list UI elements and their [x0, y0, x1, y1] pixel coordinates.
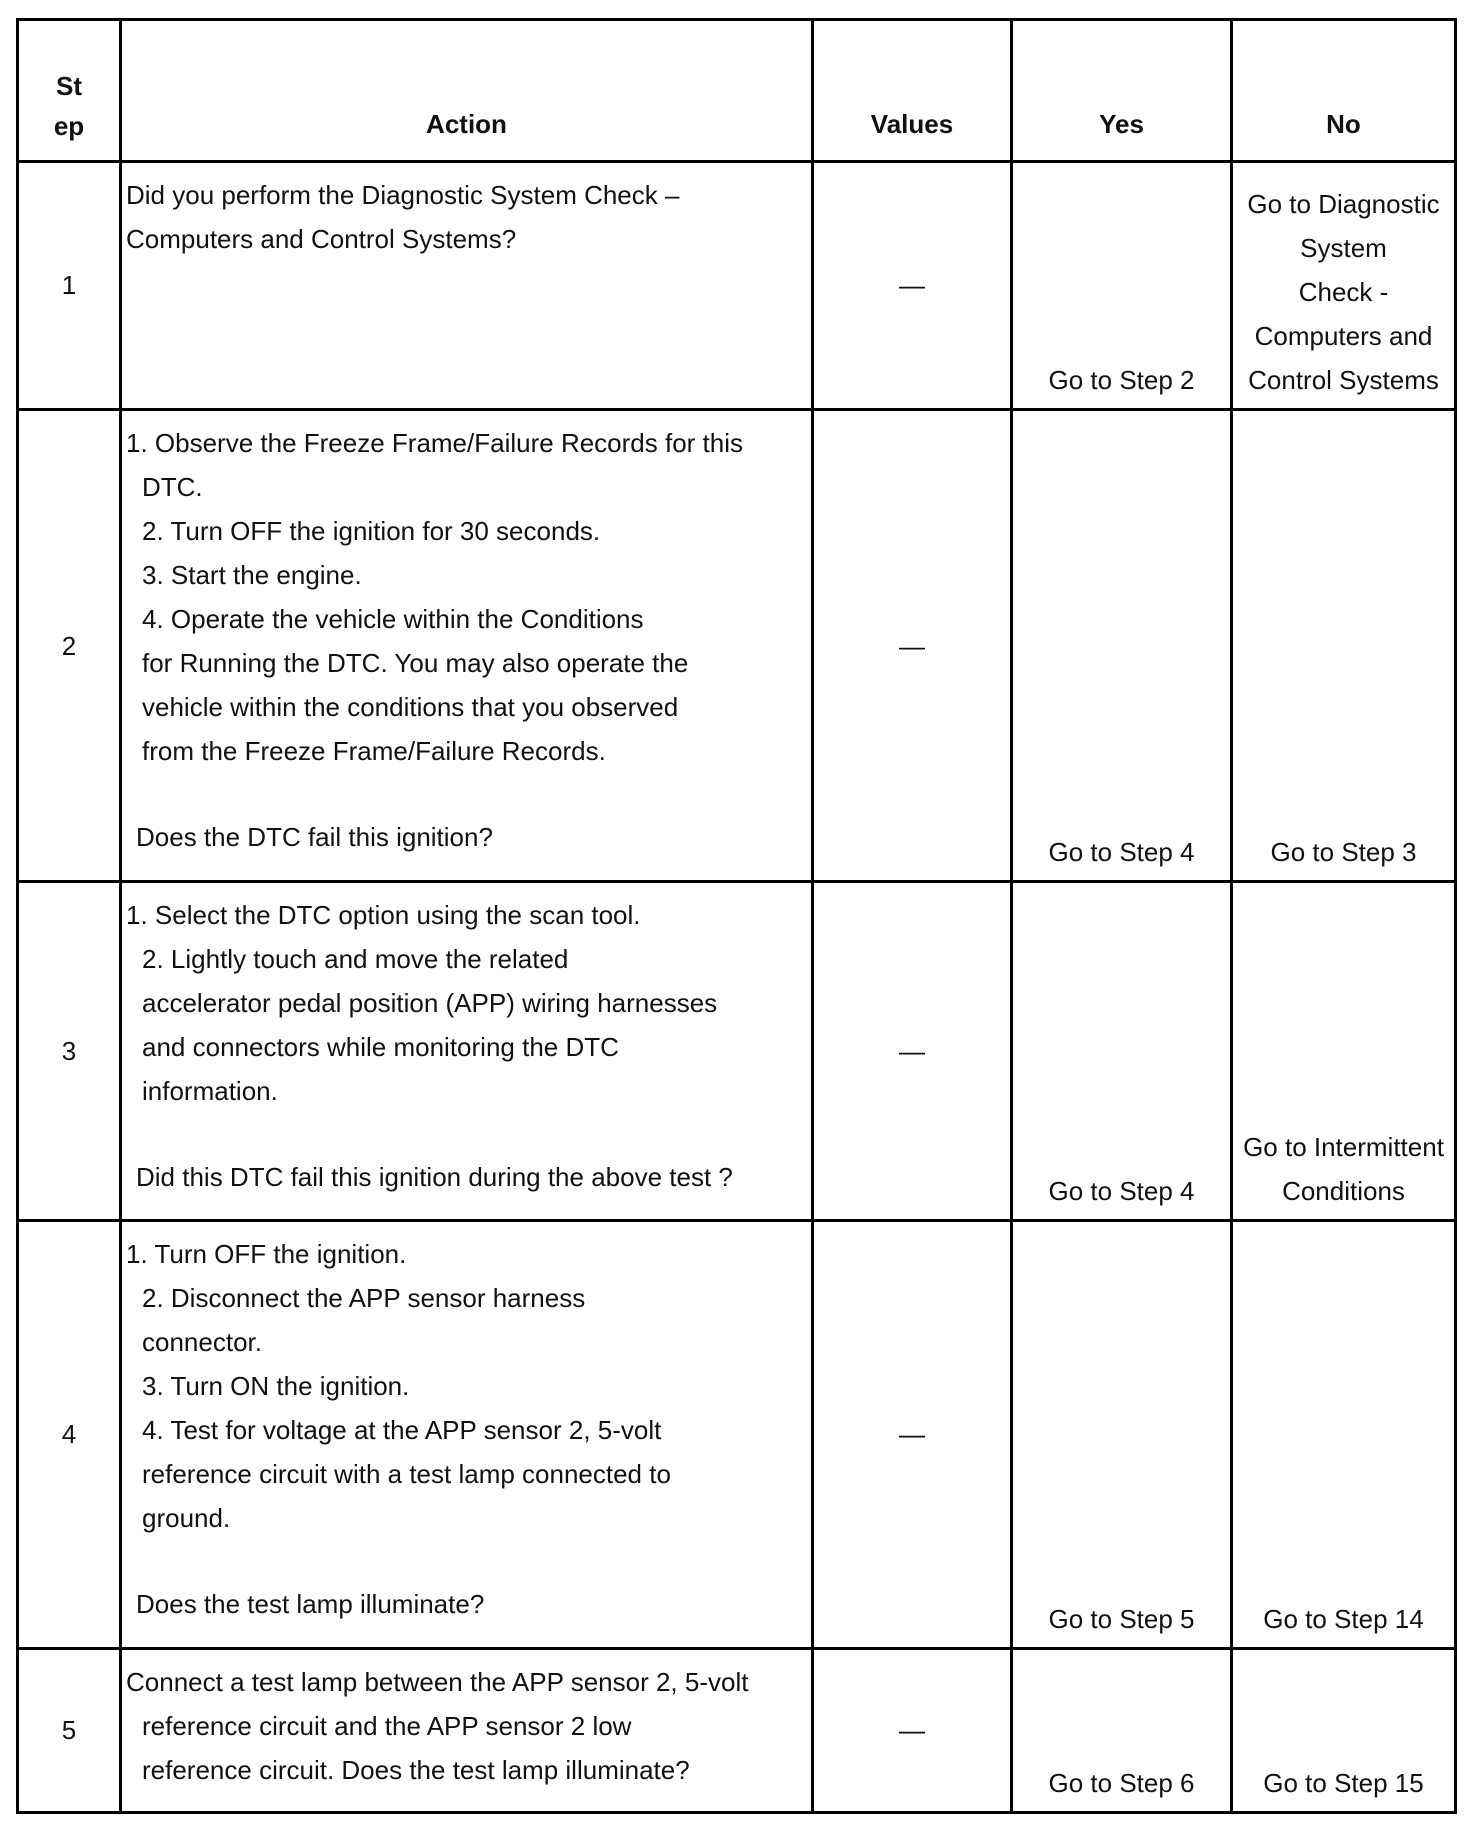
step-number: 2: [18, 409, 121, 882]
header-yes: Yes: [1012, 20, 1232, 162]
no-line: Go to Diagnostic: [1247, 188, 1440, 219]
no-cell: [1232, 882, 1456, 1221]
action-line: reference circuit and the APP sensor 2 low: [142, 1710, 632, 1741]
action-question: Did this DTC fail this ignition during the above test ?: [136, 1162, 733, 1193]
step-number: 5: [18, 1648, 121, 1812]
header-action: Action: [121, 20, 813, 162]
no-line: Go to Step 3: [1270, 837, 1417, 868]
no-cell: [1232, 1648, 1456, 1812]
action-line: accelerator pedal position (APP) wiring harnesses: [142, 988, 718, 1019]
action-line: 2. Disconnect the APP sensor harness: [142, 1282, 586, 1313]
no-line: Conditions: [1282, 1175, 1405, 1206]
action-cell: [121, 882, 813, 1221]
action-line: 4. Test for voltage at the APP sensor 2, 5-volt: [142, 1414, 662, 1445]
action-line: reference circuit. Does the test lamp illuminate?: [142, 1754, 690, 1785]
action-line: 1. Observe the Freeze Frame/Failure Records for this: [126, 427, 744, 458]
action-line: 1. Turn OFF the ignition.: [126, 1238, 407, 1269]
action-line: connector.: [142, 1326, 262, 1357]
no-cell: [1232, 1220, 1456, 1648]
no-line: System: [1300, 232, 1387, 263]
action-cell: [121, 409, 813, 882]
action-line: Computers and Control Systems?: [126, 224, 517, 255]
table-row: [18, 1648, 1456, 1812]
yes-cell: Go to Step 2: [1012, 162, 1232, 409]
step-number: 1: [18, 162, 121, 409]
diagnostic-table: [16, 18, 1457, 1814]
yes-cell: Go to Step 4: [1012, 409, 1232, 882]
yes-cell: Go to Step 6: [1012, 1648, 1232, 1812]
action-line: reference circuit with a test lamp connected to: [142, 1458, 671, 1489]
table-row: [18, 409, 1456, 882]
action-cell: [121, 162, 813, 409]
header-step-line: St: [56, 71, 82, 102]
values-cell: —: [813, 409, 1012, 882]
action-line: DTC.: [142, 471, 203, 502]
values-cell: —: [813, 1648, 1012, 1812]
no-line: Go to Intermittent: [1243, 1131, 1444, 1162]
action-line: 2. Turn OFF the ignition for 30 seconds.: [142, 515, 601, 546]
action-line: Connect a test lamp between the APP sensor 2, 5-volt: [126, 1666, 749, 1697]
no-cell: [1232, 409, 1456, 882]
table-row: [18, 162, 1456, 409]
no-line: Go to Step 15: [1263, 1768, 1424, 1798]
table-row: [18, 1220, 1456, 1648]
step-number: 4: [18, 1220, 121, 1648]
header-values: Values: [813, 20, 1012, 162]
values-cell: —: [813, 1220, 1012, 1648]
step-number: 3: [18, 882, 121, 1221]
action-line: from the Freeze Frame/Failure Records.: [142, 735, 606, 766]
action-line: vehicle within the conditions that you observed: [142, 691, 679, 722]
action-line: and connectors while monitoring the DTC: [142, 1032, 619, 1063]
action-question: Does the DTC fail this ignition?: [136, 821, 493, 852]
action-cell: [121, 1220, 813, 1648]
action-line: 4. Operate the vehicle within the Conditions: [142, 603, 644, 634]
action-cell: [121, 1648, 813, 1812]
action-line: information.: [142, 1076, 278, 1107]
values-cell: —: [813, 882, 1012, 1221]
action-line: 1. Select the DTC option using the scan tool.: [126, 900, 641, 931]
header-step: [18, 20, 121, 162]
no-line: Control Systems: [1248, 364, 1439, 395]
no-cell: [1232, 162, 1456, 409]
action-line: ground.: [142, 1502, 231, 1533]
header-row: [18, 20, 1456, 162]
yes-cell: Go to Step 4: [1012, 882, 1232, 1221]
yes-cell: Go to Step 5: [1012, 1220, 1232, 1648]
table-row: [18, 882, 1456, 1221]
header-step-line: ep: [53, 111, 85, 142]
header-no: No: [1232, 20, 1456, 162]
no-line: Go to Step 14: [1263, 1603, 1424, 1634]
action-line: Did you perform the Diagnostic System Check –: [126, 180, 680, 211]
no-line: Computers and: [1254, 320, 1433, 351]
no-line: Check -: [1298, 276, 1389, 307]
action-question: Does the test lamp illuminate?: [136, 1588, 485, 1619]
action-line: 3. Turn ON the ignition.: [142, 1370, 410, 1401]
action-line: 3. Start the engine.: [142, 559, 362, 590]
values-cell: —: [813, 162, 1012, 409]
action-line: for Running the DTC. You may also operate the: [142, 647, 689, 678]
action-line: 2. Lightly touch and move the related: [142, 944, 569, 975]
